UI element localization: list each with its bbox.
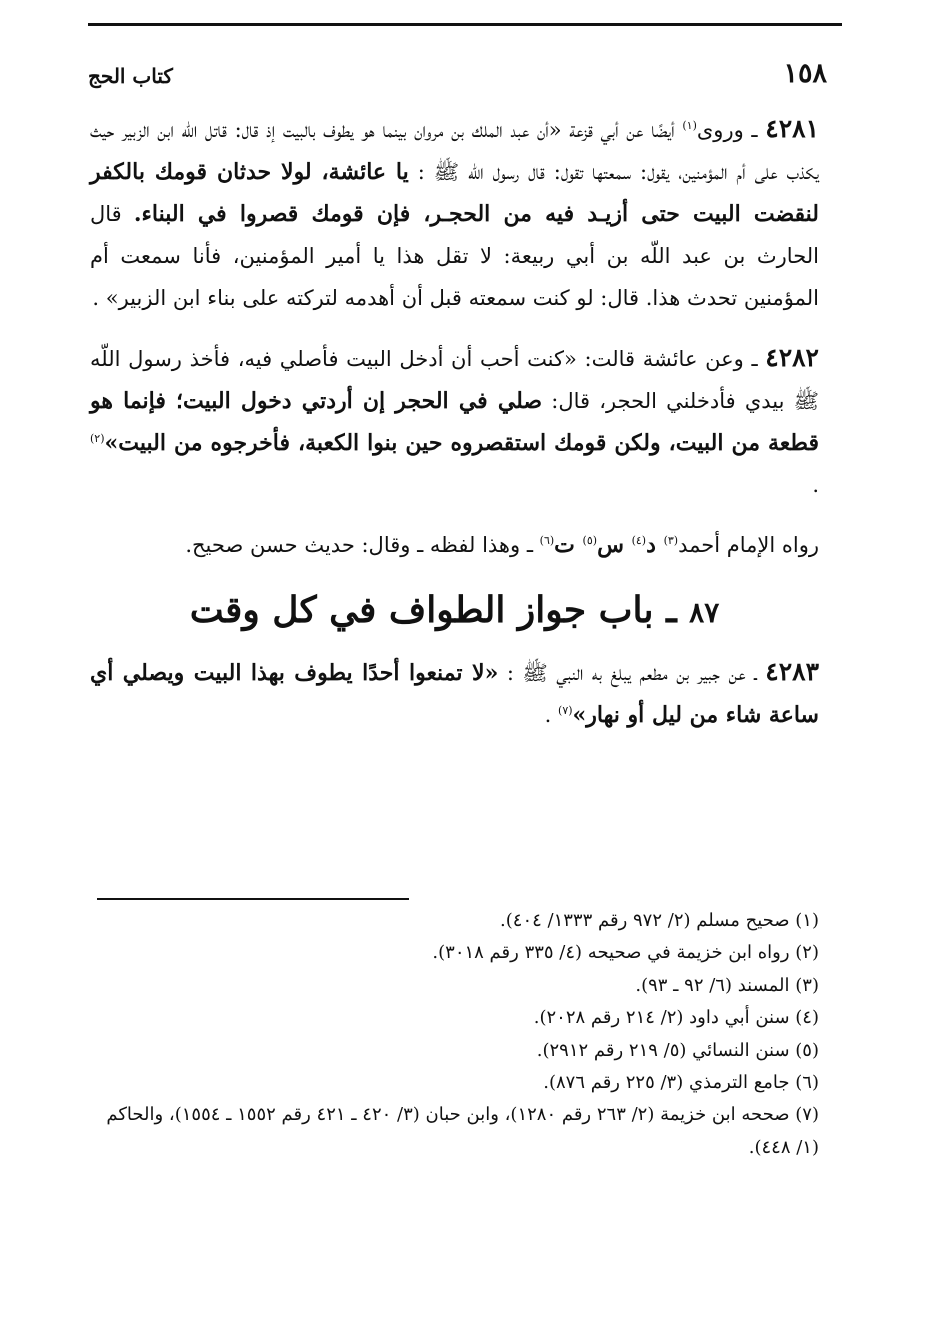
footnote-ref: (٤) [631,534,647,547]
hadith-end: . [544,703,559,727]
hadith-dash: ـ [743,118,766,142]
page-body [90,108,819,754]
header-rule [88,23,842,26]
footnote-ref: (٢) [90,432,105,445]
chapter-heading [90,580,819,643]
symbol-d: د [646,532,664,558]
hadith-text: وعن عائشة قالت: «كنت أحب أن أدخل البيت فأصلي فيه، فأخذ رسول اللّه ﷺ بيدي فأدخلني الحجر، قال: [90,347,819,413]
footnote-3: (٣) المسند (٦/ ٩٢ ـ ٩٣). [635,974,819,996]
source-text: ـ وهذا لفظه ـ وقال: حديث حسن صحيح. [185,533,540,557]
source-text: رواه الإمام أحمد [678,533,819,557]
prophetic-text: صلي في الحجر إن أردتي دخول البيت؛ فإنما هو قطعة من البيت، ولكن قومك استقصروه حين بنوا الكعبة، فأخرجوه من البيت» [90,388,819,456]
footnote-ref: (٥) [582,534,598,547]
page-number: ١٥٨ [783,58,827,89]
hadith-text: عن جبير بن مطعم يبلغ به النبي ﷺ : [498,661,746,685]
hadith-intro: وروى [696,118,744,142]
hadith-dash: ـ [745,661,766,685]
source-line [90,524,819,566]
page-header [88,58,827,98]
footnote-separator [97,898,409,900]
hadith-4281 [90,108,819,319]
hadith-text: أيضًا عن أبي قزعة «أن عبد الملك بن مروان بينما هو يطوف بالبيت إذ قال: قاتل اللّه ابن الزبير حيث يكذب على أم المؤمنين، يقول: سمعتها تقول: قال رسول اللّه ﷺ : [90,118,819,184]
hadith-number: ٤٢٨٢ [765,343,819,372]
hadith-number: ٤٢٨٣ [765,657,820,686]
footnote-ref: (٧) [558,704,573,717]
footnote-4: (٤) سنن أبي داود (٢/ ٢١٤ رقم ٢٠٢٨). [533,1007,819,1029]
hadith-end: . [812,473,819,497]
hadith-number: ٤٢٨١ [765,114,819,143]
prophetic-text: يا عائشة، لولا حدثان قومك بالكفر لنقضت البيت حتى أزيـد فيه من الحجـر، فإن قومك قصروا في البناء. [90,159,819,227]
symbol-t: ت [554,532,583,558]
chapter-title: ـ باب جواز الطواف في كل وقت [189,589,690,631]
symbol-s: س [597,532,632,558]
book-title: كتاب الحج [88,64,173,88]
footnote-2: (٢) رواه ابن خزيمة في صحيحه (٤/ ٣٣٥ رقم ٣٠١٨). [432,942,819,964]
footnote-1: (١) صحيح مسلم (٢/ ٩٧٢ رقم ١٣٣٣/ ٤٠٤). [500,910,819,931]
footnote-ref: (٣) [663,534,679,547]
footnote-6: (٦) جامع الترمذي (٣/ ٢٢٥ رقم ٨٧٦). [543,1072,819,1094]
footnote-ref: (٦) [539,534,555,547]
hadith-4283 [90,651,819,736]
chapter-number: ٨٧ [689,596,720,629]
footnote-5: (٥) سنن النسائي (٥/ ٢١٩ رقم ٢٩١٢). [536,1039,819,1061]
prophetic-text: «لا تمنعوا أحدًا يطوف بهذا البيت ويصلي أي ساعة شاء من ليل أو نهار» [90,660,819,728]
footnote-7: (٧) صححه ابن خزيمة (٢/ ٢٦٣ رقم ١٢٨٠)، وابن حبان (٣/ ٤٢٠ ـ ٤٢١ رقم ١٥٥٢ ـ ١٥٥٤)، والحاكم (١/ ٤٤٨). [106,1104,819,1158]
hadith-dash: ـ [743,347,766,371]
hadith-4282 [90,337,819,506]
hadith-text: قال الحارث بن عبد اللّه بن أبي ربيعة: لا تقل هذا يا أمير المؤمنين، فأنا سمعت أم المؤمنين تحدث هذا. قال: لو كنت سمعته قبل أن أهدمه لتركته على بناء ابن الزبير» . [90,202,819,310]
footnotes [92,905,819,1164]
footnote-ref: (١) [682,119,697,132]
